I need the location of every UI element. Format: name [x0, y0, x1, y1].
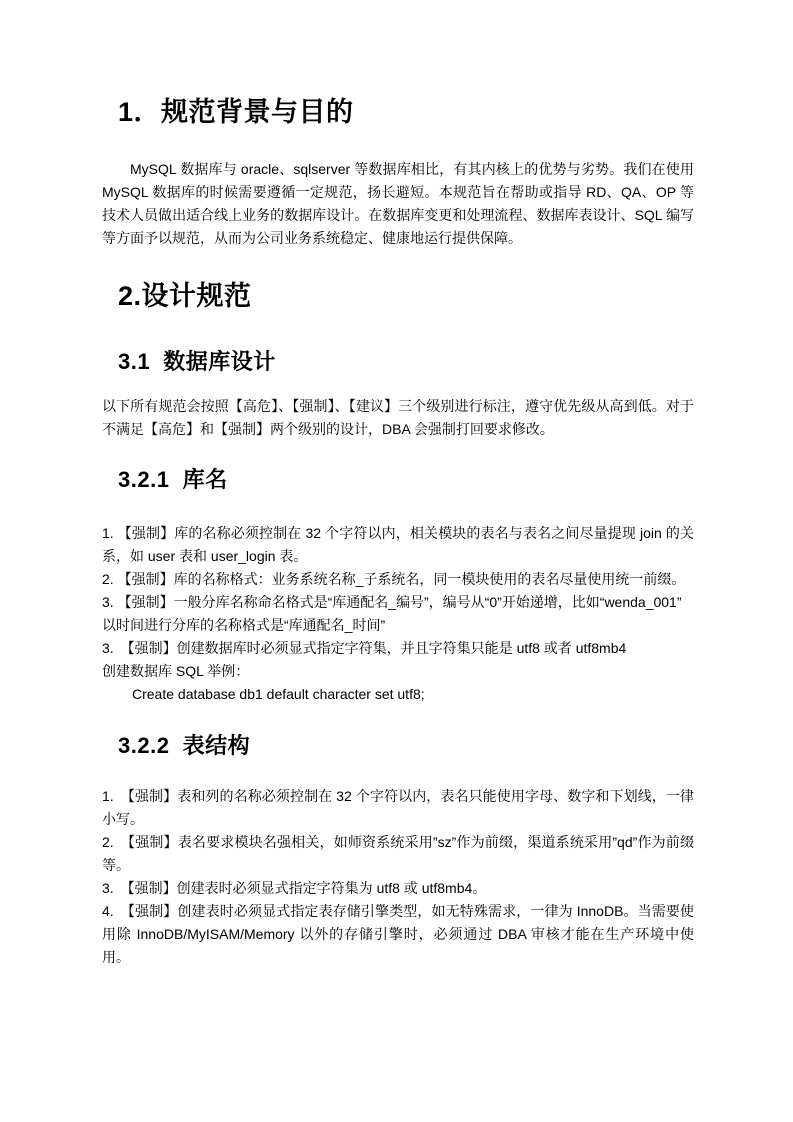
- db-name-sql-example-label: 创建数据库 SQL 举例：: [102, 663, 250, 679]
- section-heading-design-spec: 2.设计规范: [118, 281, 252, 311]
- subsection-heading-table-structure: 3.2.2 表结构: [118, 733, 251, 758]
- db-name-rule-charset: 3. 【强制】创建数据库时必须显式指定字符集，并且字符集只能是 utf8 或者 utf8mb4: [102, 640, 627, 656]
- db-name-rule-3: 3. 【强制】一般分库名称命名格式是“库通配名_编号”，编号从“0”开始递增，比如“wenda_001”: [102, 594, 682, 610]
- db-design-lead-paragraph: 以下所有规范会按照【高危】、【强制】、【建议】三个级别进行标注，遵守优先级从高到低。对于不满足【高危】和【强制】两个级别的设计，DBA 会强制打回要求修改。: [102, 398, 694, 437]
- subsection-heading-db-name: 3.2.1 库名: [118, 467, 228, 492]
- table-rule-4: 4. 【强制】创建表时必须显式指定表存储引擎类型，如无特殊需求，一律为 InnoDB。当需要使用除 InnoDB/MyISAM/Memory 以外的存储引擎时，必须通过 DBA 审核才能在生产环境中使用。: [102, 903, 694, 965]
- db-name-rule-2: 2. 【强制】库的名称格式：业务系统名称_子系统名，同一模块使用的表名尽量使用统一前缀。: [102, 571, 686, 587]
- db-name-rule-1: 1. 【强制】库的名称必须控制在 32 个字符以内，相关模块的表名与表名之间尽量提现 join 的关系，如 user 表和 user_login 表。: [102, 525, 694, 564]
- db-name-rule-list: [102, 522, 694, 706]
- table-rule-3: 3. 【强制】创建表时必须显式指定字符集为 utf8 或 utf8mb4。: [102, 880, 487, 896]
- section-heading-background-purpose: 1．规范背景与目的: [118, 97, 354, 127]
- table-rule-1: 1. 【强制】表和列的名称必须控制在 32 个字符以内，表名只能使用字母、数字和下划线，一律小写。: [102, 788, 694, 827]
- db-name-sql-example-code: Create database db1 default character set utf8;: [132, 686, 425, 702]
- subsection-heading-database-design: 3.1 数据库设计: [118, 349, 276, 374]
- db-name-rule-3-time-format: 以时间进行分库的名称格式是“库通配名_时间”: [102, 617, 386, 633]
- table-rule-2: 2. 【强制】表名要求模块名强相关，如师资系统采用”sz”作为前缀，渠道系统采用”qd”作为前缀等。: [102, 834, 694, 873]
- table-structure-rule-list: [102, 785, 694, 969]
- intro-paragraph: MySQL 数据库与 oracle、sqlserver 等数据库相比，有其内核上的优势与劣势。我们在使用 MySQL 数据库的时候需要遵循一定规范，扬长避短。本规范旨在帮助或指导 RD、QA、OP 等技术人员做出适合线上业务的数据库设计。在数据库变更和处理流程、数据库表设计、SQL 编写等方面予以规范，从而为公司业务系统稳定、健康地运行提供保障。: [102, 161, 698, 246]
